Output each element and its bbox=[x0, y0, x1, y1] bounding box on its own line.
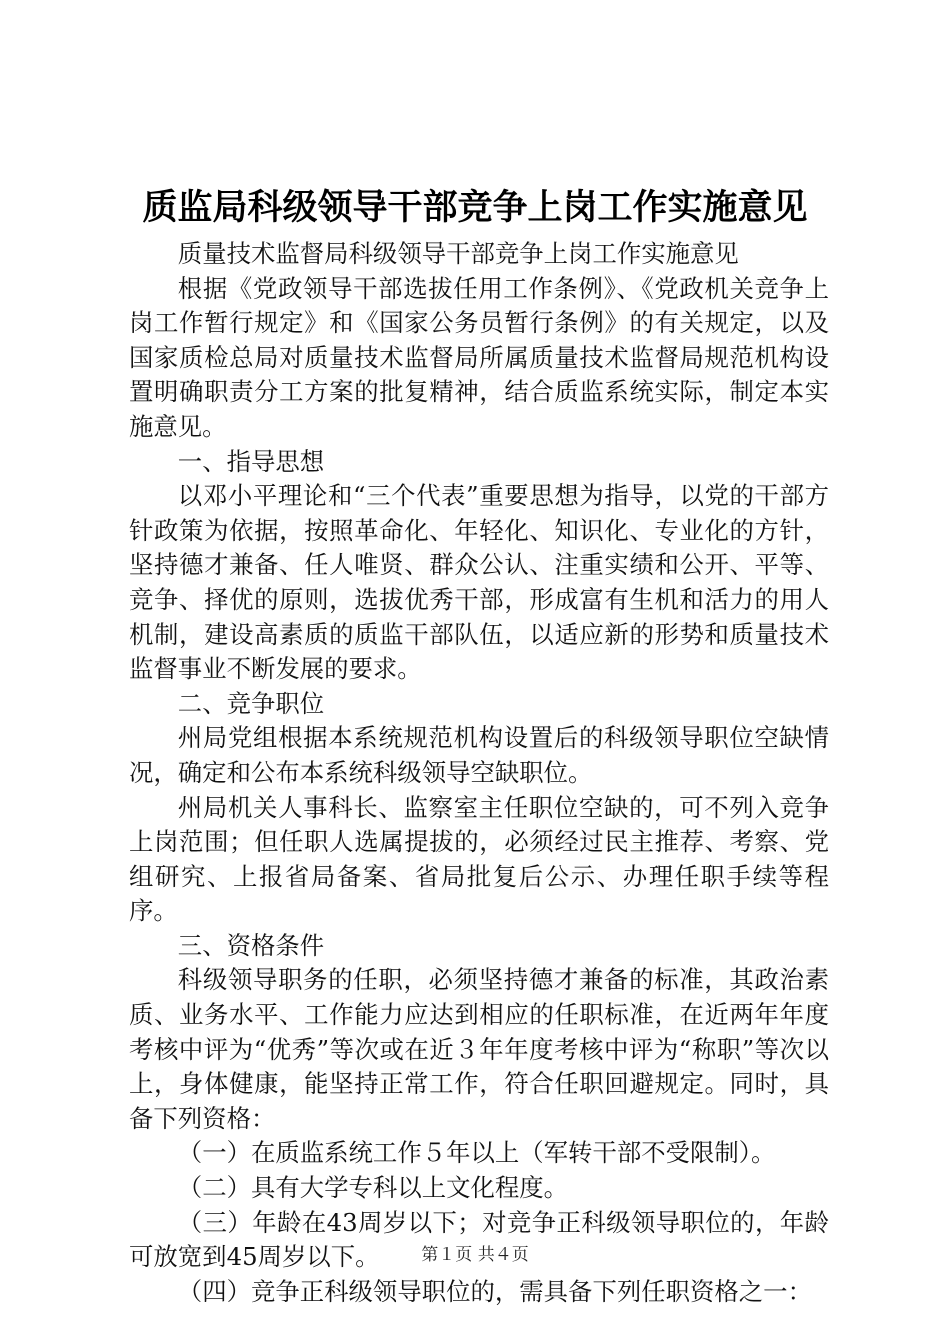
paragraph-qualifications: 科级领导职务的任职，必须坚持德才兼备的标准，其政治素质、业务水平、工作能力应达到相应的任职标准，在近两年年度考核中评为“优秀”等次或在近３年年度考核中评为“称职”等次以上，身体健康，能坚持正常工作，符合任职回避规定。同时，具备下列资格： bbox=[129, 965, 829, 1133]
qualification-item-1: （一）在质监系统工作５年以上（军转干部不受限制）。 bbox=[177, 1138, 776, 1168]
document-title: 质监局科级领导干部竞争上岗工作实施意见 bbox=[142, 187, 808, 228]
document-body bbox=[129, 237, 829, 1309]
qualification-item-3: （三）年龄在43周岁以下；对竞争正科级领导职位的，年龄可放宽到45周岁以下。 bbox=[129, 1207, 829, 1272]
paragraph-positions: 州局党组根据本系统规范机构设置后的科级领导职位空缺情况，确定和公布本系统科级领导空缺职位。 bbox=[129, 723, 829, 787]
paragraph-positions-exception: 州局机关人事科长、监察室主任职位空缺的，可不列入竞争上岗范围；但任职人选属提拔的，必须经过民主推荐、考察、党组研究、上报省局备案、省局批复后公示、办理任职手续等程序。 bbox=[129, 792, 829, 926]
paragraph-guiding-ideology: 以邓小平理论和“三个代表”重要思想为指导，以党的干部方针政策为依据，按照革命化、年轻化、知识化、专业化的方针，坚持德才兼备、任人唯贤、群众公认、注重实绩和公开、平等、竞争、择优的原则，选拔优秀干部，形成富有生机和活力的用人机制，建设高素质的质监干部队伍，以适应新的形势和质量技术监督事业不断发展的要求。 bbox=[129, 481, 829, 684]
paragraph-subtitle: 质量技术监督局科级领导干部竞争上岗工作实施意见 bbox=[177, 239, 739, 268]
qualification-item-4: （四）竞争正科级领导职位的，需具备下列任职资格之一： bbox=[177, 1276, 812, 1306]
section-heading-qualifications: 三、资格条件 bbox=[177, 930, 325, 960]
page-footer: 第１页 共４页 bbox=[421, 1245, 529, 1265]
qualification-item-2: （二）具有大学专科以上文化程度。 bbox=[177, 1173, 569, 1203]
section-heading-guiding-ideology: 一、指导思想 bbox=[177, 446, 325, 476]
paragraph-basis: 根据《党政领导干部选拔任用工作条例》、《党政机关竞争上岗工作暂行规定》和《国家公务员暂行条例》的有关规定，以及国家质检总局对质量技术监督局所属质量技术监督局规范机构设置明确职责分工方案的批复精神，结合质监系统实际，制定本实施意见。 bbox=[129, 273, 829, 441]
section-heading-positions: 二、竞争职位 bbox=[177, 688, 325, 718]
